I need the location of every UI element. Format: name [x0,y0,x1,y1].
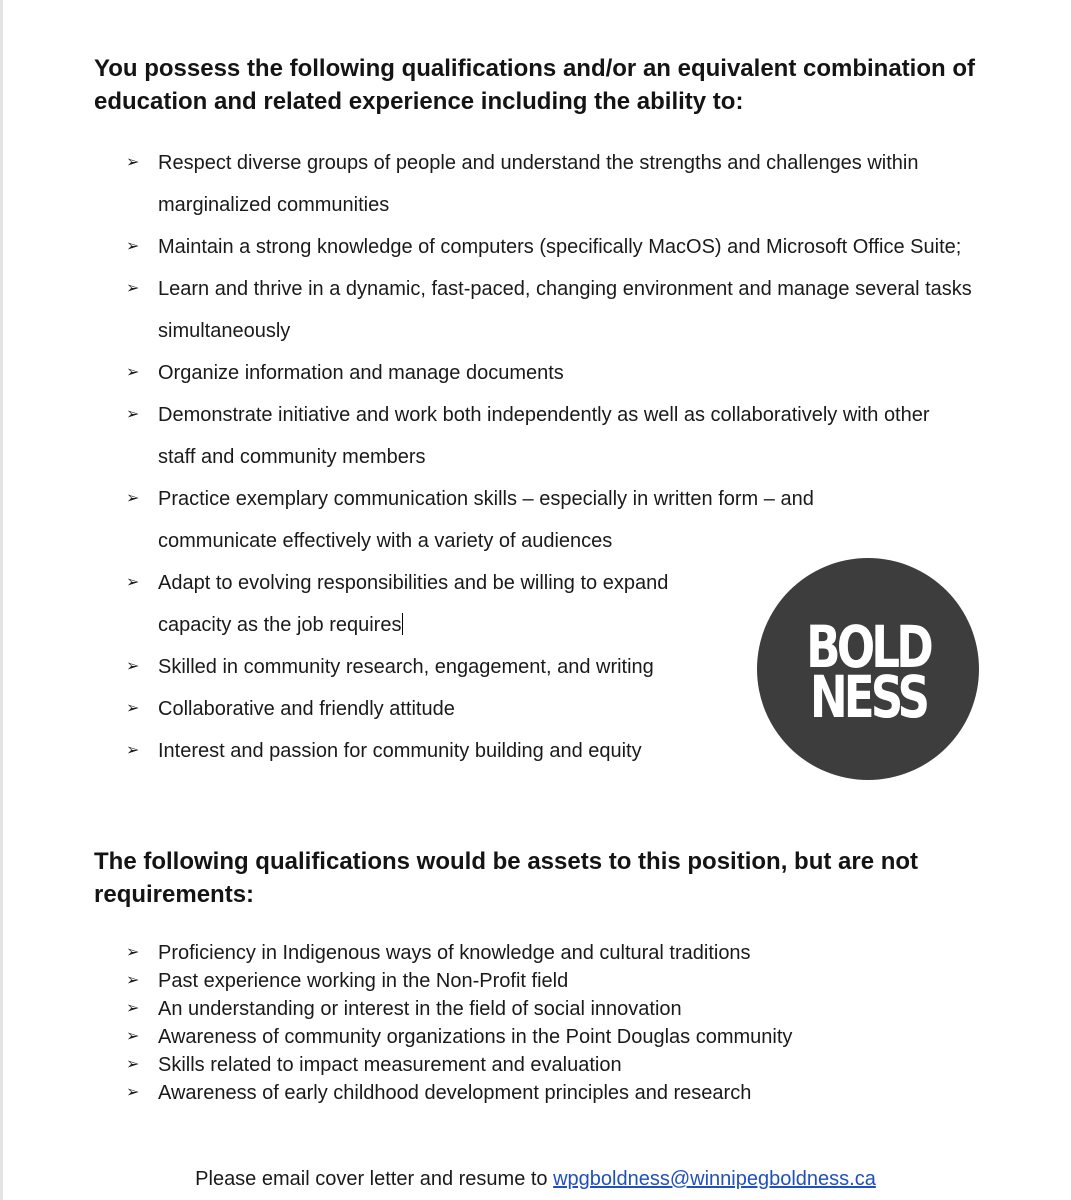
list-item [126,1051,996,1079]
list-item-text: Past experience working in the Non-Profit field [158,970,569,992]
footer-text: Please email cover letter and resume to [195,1168,554,1190]
list-item-text: Maintain a strong knowledge of computers (specifically MacOS) and Microsoft Office Suite; [158,236,962,258]
list-item [126,562,758,646]
required-qualifications-heading: You possess the following qualifications and/or an equivalent combination of education and related experience including the ability to: [94,55,975,115]
arrow-bullet-icon: ➢ [126,1084,140,1101]
logo-text-line2: NESS [809,663,927,731]
arrow-bullet-icon: ➢ [126,742,140,759]
list-item-text: Awareness of community organizations in the Point Douglas community [158,1026,793,1048]
list-item-text: Awareness of early childhood development principles and research [158,1082,752,1104]
arrow-bullet-icon: ➢ [126,700,140,717]
asset-qualifications-list [126,939,996,1107]
list-item [126,995,996,1023]
arrow-bullet-icon: ➢ [126,574,140,591]
list-item-text: An understanding or interest in the field of social innovation [158,998,682,1020]
arrow-bullet-icon: ➢ [126,238,140,255]
logo-text-line1: BOLD [806,613,930,681]
list-item [126,142,988,226]
list-item [126,394,958,478]
list-item-text: Proficiency in Indigenous ways of knowledge and cultural traditions [158,942,751,964]
list-item-text: Skilled in community research, engagement, and writing [158,656,654,678]
list-item [126,1023,996,1051]
arrow-bullet-icon: ➢ [126,972,140,989]
list-item [126,268,988,352]
list-item-text: Skills related to impact measurement and evaluation [158,1054,622,1076]
list-item [126,226,988,268]
list-item [126,1079,996,1107]
arrow-bullet-icon: ➢ [126,1028,140,1045]
list-item-text: Collaborative and friendly attitude [158,698,455,720]
footer-contact [0,1165,1071,1193]
arrow-bullet-icon: ➢ [126,406,140,423]
list-item [126,967,996,995]
arrow-bullet-icon: ➢ [126,944,140,961]
list-item [126,478,888,562]
page-edge [0,0,3,1200]
list-item-text: Respect diverse groups of people and understand the strengths and challenges within marginalized communities [158,152,919,216]
arrow-bullet-icon: ➢ [126,658,140,675]
list-item-text: Organize information and manage documents [158,362,564,384]
arrow-bullet-icon: ➢ [126,1056,140,1073]
list-item-text: Practice exemplary communication skills – especially in written form – and communicate effectively with a variety of audiences [158,488,814,552]
list-item-text: Interest and passion for community building and equity [158,740,642,762]
email-link[interactable]: wpgboldness@winnipegboldness.ca [553,1168,876,1190]
list-item [126,352,996,394]
arrow-bullet-icon: ➢ [126,280,140,297]
arrow-bullet-icon: ➢ [126,490,140,507]
list-item [126,939,996,967]
list-item-text: Adapt to evolving responsibilities and be willing to expand [158,572,669,594]
boldness-logo [757,558,979,780]
list-item-text-continued: capacity as the job requires [158,614,402,636]
text-cursor [402,613,403,635]
list-item-text: Learn and thrive in a dynamic, fast-paced, changing environment and manage several tasks simultaneously [158,278,972,342]
arrow-bullet-icon: ➢ [126,364,140,381]
list-item-text: Demonstrate initiative and work both independently as well as collaboratively with other staff and community members [158,404,930,468]
arrow-bullet-icon: ➢ [126,154,140,171]
arrow-bullet-icon: ➢ [126,1000,140,1017]
asset-qualifications-heading: The following qualifications would be assets to this position, but are not requirements: [94,848,919,908]
